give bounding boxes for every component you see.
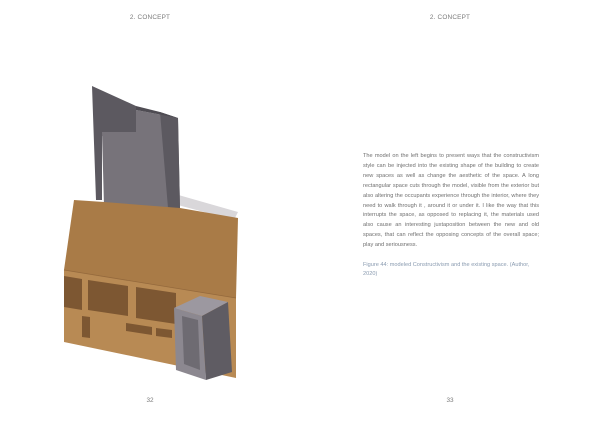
body-paragraph: The model on the left begins to present ways that the constructivism style can be injected into the existing shape of the building to create new spaces as well as change the aesthetic of the space. A long rectangular space cuts through the model, visible from the exterior but also altering the occupants experience through the interior, where they need to walk through it , around it or under it. I like the way that this interrupts the space, as opposed to replacing it, the materials used also cause an interesting juxtaposition between the new and old spaces, that can reflect the opposing concepts of the overall space; play and seriousness. xyxy=(363,153,539,249)
cube-right xyxy=(202,302,232,380)
page-number: 32 xyxy=(146,397,154,404)
constructivism-model-figure xyxy=(56,80,246,380)
block-opening-6 xyxy=(82,316,90,338)
block-opening-1 xyxy=(64,276,82,310)
figure-caption: Figure 44: modeled Constructivism and the existing space. (Author, 2020) xyxy=(363,262,530,277)
block-opening-2 xyxy=(88,280,128,316)
cube-inner xyxy=(182,316,200,370)
block-opening-3 xyxy=(136,287,176,324)
section-label: 2. CONCEPT xyxy=(129,14,171,21)
right-page xyxy=(300,0,600,424)
page-number: 33 xyxy=(446,397,454,404)
section-label: 2. CONCEPT xyxy=(429,14,471,21)
